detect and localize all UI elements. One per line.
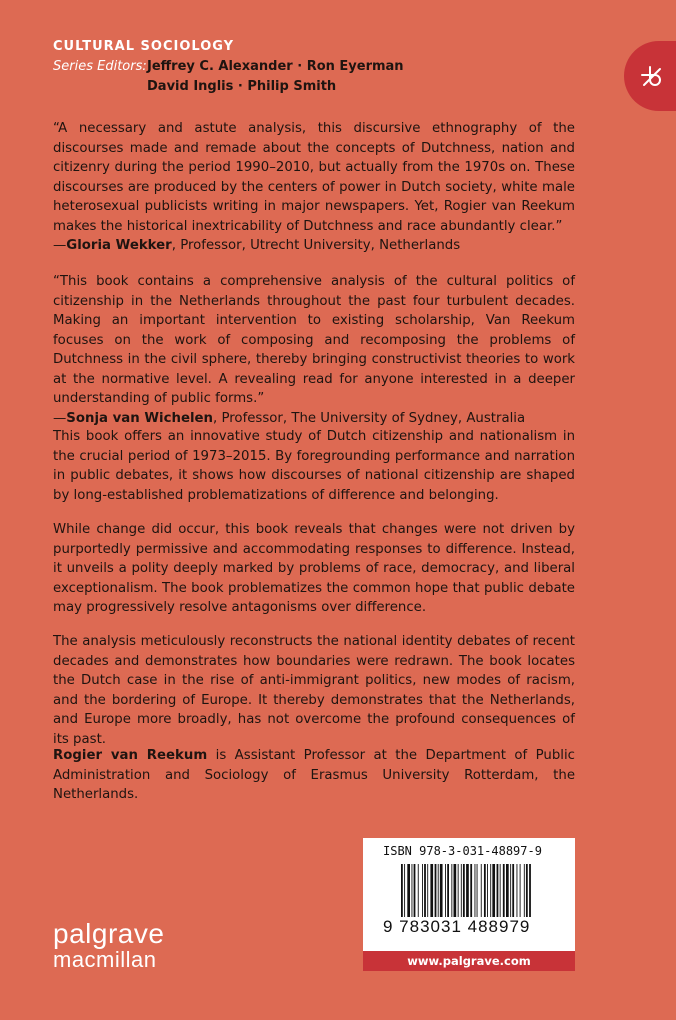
series-editors <box>53 57 404 97</box>
endorsement-1 <box>53 119 575 256</box>
endorsement-2-text: “This book contains a comprehensive analysis of the cultural politics of citizenship in the Netherlands throughout the past four turbulent decades. Making an important intervention to existing scholarship, Van Reekum focuses on the work of composing and recomposing the problems of Dutchness in the civil sphere, thereby bringing constructivist theories to work at the normative level. A revealing read for anyone interested in a deeper understanding of public forms.” <box>53 274 575 406</box>
endorsement-1-text: “A necessary and astute analysis, this discursive ethnography of the discourses made and remade about the concepts of Dutchness, nation and citizenry during the period 1990–2010, but actually from the 1970s on. These discourses are produced by the centers of power in Dutch society, white male heterosexual publicists writing in major newspapers. Yet, Rogier van Reekum makes the historical inextricability of Dutchness and race abundantly clear.” <box>53 121 575 234</box>
endorsement-2-attribution: —Sonja van Wichelen, Professor, The University of Sydney, Australia <box>53 410 526 426</box>
isbn-label: ISBN 978-3-031-48897-9 <box>383 844 542 858</box>
website-url: www.palgrave.com <box>363 951 575 971</box>
palgrave-logo-icon <box>638 63 666 91</box>
series-editors-line1: Jeffrey C. Alexander · Ron Eyerman <box>147 59 404 74</box>
endorsement-1-attribution: —Gloria Wekker, Professor, Utrecht University, Netherlands <box>53 238 461 253</box>
description-text-1: This book offers an innovative study of Dutch citizenship and nationalism in the crucial period of 1973–2015. By foregrounding performance and narration in public debates, it shows how discourses of national citizenship are shaped by long-established problematizations of difference and belonging. <box>53 429 575 503</box>
endorsement-1-author: Gloria Wekker <box>66 238 172 253</box>
series-block <box>53 37 404 97</box>
series-editors-line2: David Inglis · Philip Smith <box>147 79 337 94</box>
endorsement-2 <box>53 272 575 428</box>
description-text-2: While change did occur, this book reveals that changes were not driven by purportedly permissive and accommodating responses to difference. Instead, it unveils a polity deeply marked by problems of race, democracy, and liberal exceptionalism. The book problematizes the common hope that public debate may progressively resolve antagonisms over difference. <box>53 522 575 615</box>
description-paragraph-3 <box>53 632 575 749</box>
publisher-line2: macmillan <box>53 947 157 972</box>
series-title: CULTURAL SOCIOLOGY <box>53 39 235 54</box>
endorsement-2-affiliation: , Professor, The University of Sydney, Australia <box>213 410 526 426</box>
endorsement-1-affiliation: , Professor, Utrecht University, Netherlands <box>171 238 461 253</box>
author-bio-text: is Assistant Professor at the Department of Public Administration and Sociology of Erasmus University Rotterdam, the Netherlands. <box>53 748 575 802</box>
publisher-logo <box>53 920 164 972</box>
description-text-3: The analysis meticulously reconstructs the national identity debates of recent decades and demonstrates how boundaries were redrawn. The book locates the Dutch case in the rise of anti-immigrant politics, new modes of racism, and the bordering of Europe. It thereby demonstrates that the Netherlands, and Europe more broadly, has not overcome the profound consequences of its past. <box>53 634 575 747</box>
logo-badge <box>624 41 676 111</box>
author-name: Rogier van Reekum <box>53 748 208 763</box>
description-paragraph-1 <box>53 427 575 505</box>
isbn-barcode-box <box>363 838 575 971</box>
author-bio <box>53 746 575 805</box>
description-paragraph-2 <box>53 520 575 618</box>
series-editors-label: Series Editors: <box>53 59 147 74</box>
series-editors-names <box>147 57 404 97</box>
endorsement-2-author: Sonja van Wichelen <box>66 410 214 426</box>
publisher-line1: palgrave <box>53 918 165 949</box>
barcode-digits: 9 783031 488979 <box>383 917 531 936</box>
